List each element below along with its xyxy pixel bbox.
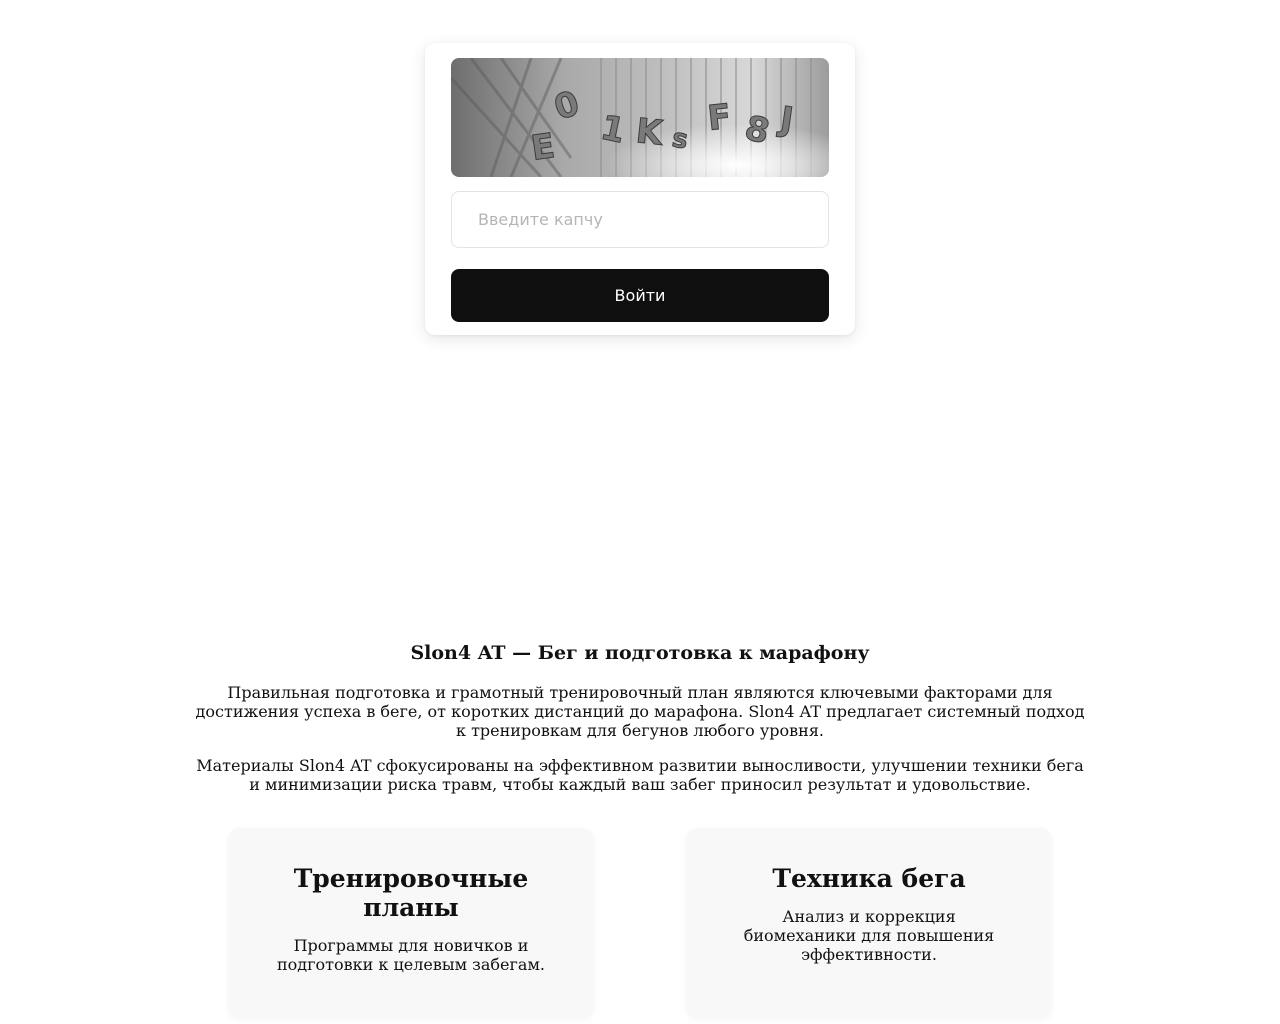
feature-title: Техника бега (772, 864, 966, 893)
captcha-picture (451, 58, 829, 177)
feature-description: Анализ и коррекция биомеханики для повышения эффективности. (743, 907, 995, 964)
page-title: Slon4 AT — Бег и подготовка к марафону (410, 642, 870, 664)
svg-text:K: K (634, 111, 665, 154)
captcha-login-card (425, 43, 855, 335)
svg-text:J: J (777, 99, 796, 141)
svg-text:F: F (705, 96, 734, 139)
intro-section (190, 640, 1090, 794)
svg-text:1: 1 (597, 107, 629, 152)
captcha-image (451, 58, 829, 177)
feature-card-training-plans (228, 828, 594, 1018)
intro-paragraph: Материалы Slon4 AT сфокусированы на эффективном развитии выносливости, улучшении техники бега и минимизации риска травм, чтобы каждый ваш забег приносил результат и удовольствие. (196, 756, 1084, 794)
captcha-input[interactable] (451, 191, 829, 248)
feature-title: Тренировочные планы (293, 864, 529, 922)
feature-card-running-technique (686, 828, 1052, 1018)
intro-paragraph: Правильная подготовка и грамотный тренировочный план являются ключевыми факторами для достижения успеха в беге, от коротких дистанций до марафона. Slon4 AT предлагает системный подход к тренировкам для бегунов любого уровня. (195, 683, 1085, 740)
svg-text:s: s (669, 123, 691, 156)
svg-text:E: E (528, 126, 558, 169)
svg-text:8: 8 (740, 107, 774, 153)
feature-description: Программы для новичков и подготовки к целевым забегам. (277, 936, 545, 974)
svg-text:0: 0 (549, 83, 585, 129)
login-button[interactable]: Войти (451, 269, 829, 322)
